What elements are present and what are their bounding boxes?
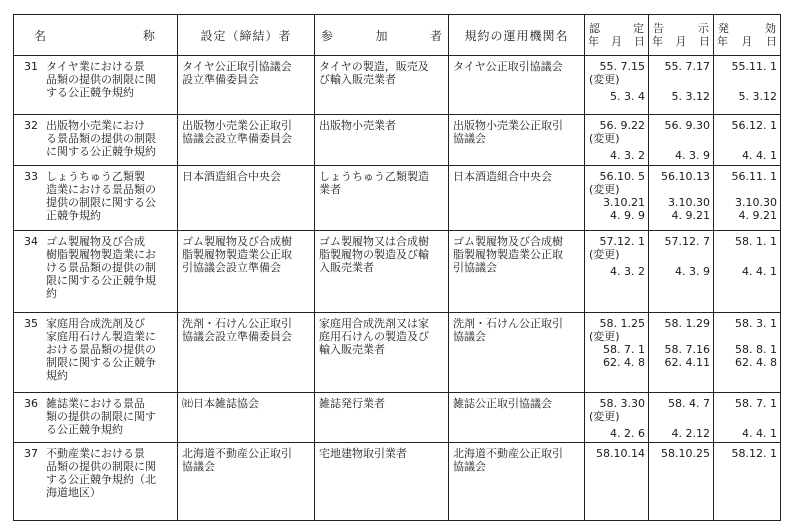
agency-cell xyxy=(449,443,585,521)
date-value: 58. 7. 1 xyxy=(603,343,645,356)
agency-cell-text: ゴム製履物及び合成樹 脂製履物製造業公正取 引協議会 xyxy=(453,235,563,274)
notice-date-cell-values xyxy=(649,393,713,440)
date-value: 56.11. 1 xyxy=(731,170,777,183)
date-value: 56. 9.30 xyxy=(664,119,710,132)
notice-date-cell xyxy=(649,56,714,115)
cert-date-cell-values xyxy=(585,166,648,222)
date-value: 55.11. 1 xyxy=(731,60,777,73)
date-value xyxy=(653,410,710,423)
effect-date-cell-values xyxy=(714,56,780,103)
table-row xyxy=(14,443,781,521)
effect-date-cell-values xyxy=(714,231,780,278)
date-value: (変更) xyxy=(589,248,620,261)
date-value: 4. 2.12 xyxy=(671,427,710,440)
notice-date-cell xyxy=(649,166,714,231)
date-value: 3.10.30 xyxy=(668,196,710,209)
agency-cell xyxy=(449,115,585,166)
date-value xyxy=(718,248,777,261)
participant-cell xyxy=(315,56,449,115)
name-wrapper xyxy=(14,56,177,99)
date-value: 4. 9.21 xyxy=(671,209,710,222)
participant-cell xyxy=(315,231,449,313)
effect-date-cell xyxy=(714,115,781,166)
notice-date-cell-values xyxy=(649,166,713,222)
agency-cell xyxy=(449,166,585,231)
date-value xyxy=(653,73,710,86)
date-value: 58.12. 1 xyxy=(731,447,777,460)
effect-date-cell-values xyxy=(714,443,780,460)
cert-date-cell xyxy=(585,56,649,115)
participant-cell-text: タイヤの製造，販売及 び輸入販売業者 xyxy=(319,60,429,86)
effect-date-cell-values xyxy=(714,393,780,440)
row-number: 32 xyxy=(24,119,38,132)
setter-cell-text: ゴム製履物及び合成樹 脂製履物製造業公正取 引協議会設立準備会 xyxy=(182,235,292,274)
row-number: 31 xyxy=(24,60,38,73)
notice-date-cell xyxy=(649,231,714,313)
regulation-name: 不動産業における景 品類の提供の制限に関 する公正競争規約（北 海道地区） xyxy=(46,447,156,499)
table-row xyxy=(14,115,781,166)
date-value: 62. 4. 8 xyxy=(603,356,645,369)
participant-cell xyxy=(315,115,449,166)
date-value: 4. 4. 1 xyxy=(742,427,777,440)
header-effect-date: 発 効 年 月 日 xyxy=(714,15,781,56)
participant-cell xyxy=(315,393,449,443)
date-value: 57.12. 1 xyxy=(599,235,645,248)
date-value: 58. 7. 1 xyxy=(735,397,777,410)
date-value: 57.12. 7 xyxy=(664,235,710,248)
regulation-name: 雑誌業における景品 類の提供の制限に関す る公正競争規約 xyxy=(46,397,156,436)
setter-cell-text: タイヤ公正取引協議会 設立準備委員会 xyxy=(182,60,292,86)
table-row xyxy=(14,231,781,313)
name-wrapper xyxy=(14,115,177,158)
row-number: 37 xyxy=(24,447,38,460)
setter-cell xyxy=(178,166,315,231)
date-value xyxy=(653,248,710,261)
header-participant: 参 加 者 xyxy=(315,15,449,56)
date-value: 62. 4. 8 xyxy=(735,356,777,369)
date-value: 55. 7.15 xyxy=(599,60,645,73)
regulation-table xyxy=(13,14,781,521)
regulation-name: 出版物小売業におけ る景品類の提供の制限 に関する公正競争規約 xyxy=(46,119,156,158)
name-cell xyxy=(14,166,178,231)
effect-date-cell-values xyxy=(714,115,780,162)
effect-date-cell xyxy=(714,56,781,115)
date-value: (変更) xyxy=(589,330,620,343)
date-value: 58. 1.25 xyxy=(599,317,645,330)
setter-cell xyxy=(178,313,315,393)
participant-cell xyxy=(315,313,449,393)
date-value: 58. 3. 1 xyxy=(735,317,777,330)
name-cell xyxy=(14,313,178,393)
regulation-name: しょうちゅう乙類製 造業における景品類の 提供の制限に関する公 正競争規約 xyxy=(46,170,156,222)
agency-cell xyxy=(449,231,585,313)
effect-date-cell xyxy=(714,443,781,521)
date-value: 58. 8. 1 xyxy=(735,343,777,356)
effect-date-cell xyxy=(714,166,781,231)
notice-date-cell-values xyxy=(649,115,713,162)
date-value: 4. 9. 9 xyxy=(610,209,645,222)
setter-cell xyxy=(178,443,315,521)
cert-date-cell-values xyxy=(585,56,648,103)
table-row xyxy=(14,166,781,231)
effect-date-cell xyxy=(714,231,781,313)
participant-cell-text: 雑誌発行業者 xyxy=(319,397,385,410)
date-value: 58. 3.30 xyxy=(599,397,645,410)
date-value: 5. 3.12 xyxy=(738,90,777,103)
name-wrapper xyxy=(14,166,177,222)
setter-cell xyxy=(178,56,315,115)
notice-date-cell xyxy=(649,313,714,393)
date-value: 5. 3. 4 xyxy=(610,90,645,103)
header-notice-date: 告 示 年 月 日 xyxy=(649,15,714,56)
cert-date-cell-values xyxy=(585,443,648,460)
date-value: 55. 7.17 xyxy=(664,60,710,73)
participant-cell-text: ゴム製履物又は合成樹 脂製履物の製造及び輸 入販売業者 xyxy=(319,235,429,274)
agency-cell xyxy=(449,393,585,443)
regulation-name: 家庭用合成洗剤及び 家庭用石けん製造業に おける景品類の提供の 制限に関する公正競争 規約 xyxy=(46,317,156,382)
name-cell xyxy=(14,115,178,166)
setter-cell xyxy=(178,115,315,166)
date-value: 58. 1.29 xyxy=(664,317,710,330)
date-value: 4. 2. 6 xyxy=(610,427,645,440)
name-wrapper xyxy=(14,231,177,300)
date-value: 4. 3. 2 xyxy=(610,265,645,278)
agency-cell xyxy=(449,56,585,115)
setter-cell xyxy=(178,231,315,313)
name-cell xyxy=(14,393,178,443)
notice-date-cell-values xyxy=(649,443,713,460)
header-cert-date: 認 定 年 月 日 xyxy=(585,15,649,56)
notice-date-cell xyxy=(649,393,714,443)
name-wrapper xyxy=(14,393,177,436)
notice-date-cell xyxy=(649,443,714,521)
name-cell xyxy=(14,56,178,115)
row-number: 34 xyxy=(24,235,38,248)
date-value: 3.10.30 xyxy=(735,196,777,209)
name-wrapper xyxy=(14,313,177,382)
date-value: 56. 9.22 xyxy=(599,119,645,132)
setter-cell xyxy=(178,393,315,443)
name-cell xyxy=(14,231,178,313)
date-value: 4. 4. 1 xyxy=(742,149,777,162)
agency-cell-text: 出版物小売業公正取引 協議会 xyxy=(453,119,563,145)
date-value: 56.10. 5 xyxy=(599,170,645,183)
cert-date-cell xyxy=(585,231,649,313)
date-value: 3.10.21 xyxy=(603,196,645,209)
cert-date-cell xyxy=(585,115,649,166)
table-row xyxy=(14,56,781,115)
cert-date-cell-values xyxy=(585,313,648,369)
row-number: 33 xyxy=(24,170,38,183)
notice-date-cell-values xyxy=(649,231,713,278)
date-value xyxy=(718,132,777,145)
setter-cell-text: 洗剤・石けん公正取引 協議会設立準備委員会 xyxy=(182,317,292,343)
date-value xyxy=(718,330,777,343)
cert-date-cell-values xyxy=(585,115,648,162)
agency-cell-text: 雑誌公正取引協議会 xyxy=(453,397,552,410)
date-value: 56.10.13 xyxy=(661,170,710,183)
cert-date-cell xyxy=(585,443,649,521)
cert-date-cell xyxy=(585,166,649,231)
row-number: 36 xyxy=(24,397,38,410)
participant-cell-text: しょうちゅう乙類製造 業者 xyxy=(319,170,429,196)
date-value: 4. 3. 2 xyxy=(610,149,645,162)
date-value: 4. 9.21 xyxy=(738,209,777,222)
agency-cell-text: 洗剤・石けん公正取引 協議会 xyxy=(453,317,563,343)
date-value: 4. 3. 9 xyxy=(675,265,710,278)
cert-date-cell-values xyxy=(585,231,648,278)
notice-date-cell-values xyxy=(649,313,713,369)
header-name: 名 称 xyxy=(14,15,178,56)
notice-date-cell-values xyxy=(649,56,713,103)
date-value: 58. 1. 1 xyxy=(735,235,777,248)
date-value: 4. 3. 9 xyxy=(675,149,710,162)
regulation-name: ゴム製履物及び合成 樹脂製履物製造業にお ける景品類の提供の制 限に関する公正競争規 約 xyxy=(46,235,156,300)
agency-cell xyxy=(449,313,585,393)
effect-date-cell-values xyxy=(714,313,780,369)
date-value xyxy=(653,132,710,145)
name-wrapper xyxy=(14,443,177,499)
date-value: 62. 4.11 xyxy=(664,356,710,369)
date-value: 56.12. 1 xyxy=(731,119,777,132)
participant-cell xyxy=(315,166,449,231)
name-cell xyxy=(14,443,178,521)
date-value: 5. 3.12 xyxy=(671,90,710,103)
date-value: 58.10.14 xyxy=(596,447,645,460)
cert-date-cell xyxy=(585,313,649,393)
row-number: 35 xyxy=(24,317,38,330)
table-row xyxy=(14,393,781,443)
date-value: (変更) xyxy=(589,73,620,86)
cert-date-cell xyxy=(585,393,649,443)
notice-date-cell xyxy=(649,115,714,166)
date-value: (変更) xyxy=(589,183,620,196)
participant-cell xyxy=(315,443,449,521)
header-agency: 規約の運用機関名 xyxy=(449,15,585,56)
effect-date-cell-values xyxy=(714,166,780,222)
regulation-name: タイヤ業における景 品類の提供の制限に関 する公正競争規約 xyxy=(46,60,156,99)
header-row xyxy=(14,15,781,56)
cert-date-cell-values xyxy=(585,393,648,440)
date-value: 58. 4. 7 xyxy=(668,397,710,410)
header-setter: 設定（締結）者 xyxy=(178,15,315,56)
date-value: (変更) xyxy=(589,410,620,423)
effect-date-cell xyxy=(714,393,781,443)
agency-cell-text: タイヤ公正取引協議会 xyxy=(453,60,563,73)
date-value: 4. 4. 1 xyxy=(742,265,777,278)
setter-cell-text: 出版物小売業公正取引 協議会設立準備委員会 xyxy=(182,119,292,145)
participant-cell-text: 宅地建物取引業者 xyxy=(319,447,407,460)
setter-cell-text: ㈳日本雑誌協会 xyxy=(182,397,259,410)
setter-cell-text: 北海道不動産公正取引 協議会 xyxy=(182,447,292,473)
date-value xyxy=(718,73,777,86)
agency-cell-text: 北海道不動産公正取引 協議会 xyxy=(453,447,563,473)
participant-cell-text: 家庭用合成洗剤又は家 庭用石けんの製造及び 輸入販売業者 xyxy=(319,317,429,356)
date-value xyxy=(718,410,777,423)
date-value xyxy=(653,330,710,343)
date-value xyxy=(718,183,777,196)
date-value: 58. 7.16 xyxy=(664,343,710,356)
table-body xyxy=(14,56,781,521)
date-value: (変更) xyxy=(589,132,620,145)
date-value xyxy=(653,183,710,196)
date-value: 58.10.25 xyxy=(661,447,710,460)
agency-cell-text: 日本酒造組合中央会 xyxy=(453,170,552,183)
participant-cell-text: 出版物小売業者 xyxy=(319,119,396,132)
effect-date-cell xyxy=(714,313,781,393)
table-row xyxy=(14,313,781,393)
setter-cell-text: 日本酒造組合中央会 xyxy=(182,170,281,183)
